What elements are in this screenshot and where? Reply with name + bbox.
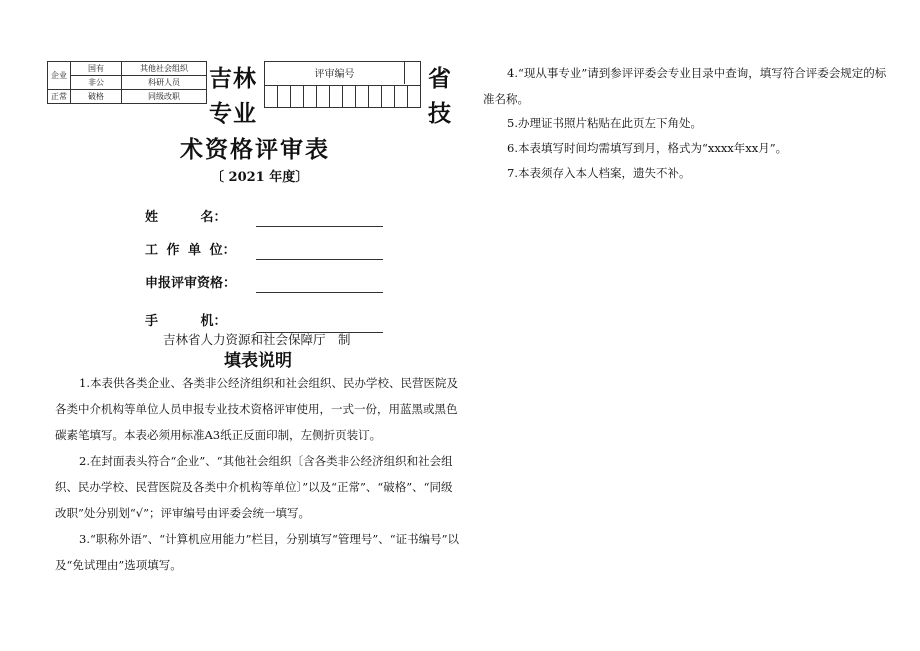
field-work-unit-input[interactable]: [256, 259, 383, 260]
title-part-jilin: 吉林: [209, 66, 257, 92]
field-qualification-label: 申报评审资格：: [145, 276, 237, 291]
field-work-unit-label: 工 作 单 位：: [145, 243, 236, 258]
instruction-item-right: 7.本表须存入本人档案，遗失不补。: [507, 166, 691, 180]
issuer: 吉林省人力资源和社会保障厅 制: [163, 332, 351, 347]
category-group-normal[interactable]: 正常: [48, 90, 71, 104]
instruction-item-right: 5.办理证书照片粘贴在此页左下角处。: [507, 116, 702, 130]
field-phone: [145, 310, 227, 329]
instruction-item-right: 6.本表填写时间均需填写到月，格式为“xxxx年xx月”。: [507, 141, 788, 155]
review-number-box[interactable]: [264, 61, 421, 108]
field-qualification-input[interactable]: [256, 292, 383, 293]
instructions-title: 填表说明: [224, 351, 292, 371]
title-part-main: 术资格评审表: [180, 137, 330, 163]
review-number-label: 评审编号: [314, 69, 355, 80]
category-researcher[interactable]: 科研人员: [122, 76, 207, 90]
category-same-level-change[interactable]: 同级改职: [122, 90, 207, 104]
category-non-public[interactable]: 非公: [71, 76, 122, 90]
instruction-item: 3.“职称外语”、“计算机应用能力”栏目，分别填写“管理号”、“证书编号”以及“免试理由”选项填写。: [55, 532, 460, 572]
category-state-owned[interactable]: 国有: [71, 62, 122, 76]
field-name-label: 姓 名：: [145, 210, 227, 225]
field-name: [145, 206, 227, 225]
title-part-sheng: 省: [428, 66, 452, 92]
instruction-item: 1.本表供各类企业、各类非公经济组织和社会组织、民办学校、民营医院及各类中介机构等单位人员申报专业技术资格评审使用，一式一份，用蓝黑或黑色碳素笔填写。本表必须用标准A3纸正反面印制，左侧折页装订。: [55, 376, 458, 442]
year-label: 〔 2021 年度〕: [211, 170, 309, 185]
category-other-social-org[interactable]: 其他社会组织: [122, 62, 207, 76]
review-number-corner-cell: [404, 62, 420, 84]
field-work-unit: [145, 239, 236, 258]
field-name-input[interactable]: [256, 226, 383, 227]
category-table: [47, 61, 207, 104]
category-group-enterprise[interactable]: 企业: [48, 62, 71, 90]
review-number-cells[interactable]: [265, 85, 420, 107]
field-phone-label: 手 机：: [145, 314, 227, 329]
title-part-ji: 技: [428, 101, 452, 127]
field-qualification: [145, 272, 236, 291]
instruction-item-right: 4.“现从事专业”请到参评评委会专业目录中查询，填写符合评委会规定的标准名称。: [483, 66, 887, 106]
category-exceptional[interactable]: 破格: [71, 90, 122, 104]
title-part-zhuanye: 专业: [209, 101, 257, 127]
instruction-item: 2.在封面表头符合“企业”、“其他社会组织〔含各类非公经济组织和社会组织、民办学校、民营医院及各类中介机构等单位〕”以及“正常”、“破格”、“同级改职”处分别划“√”；评审编号由评委会统一填写。: [55, 454, 453, 520]
